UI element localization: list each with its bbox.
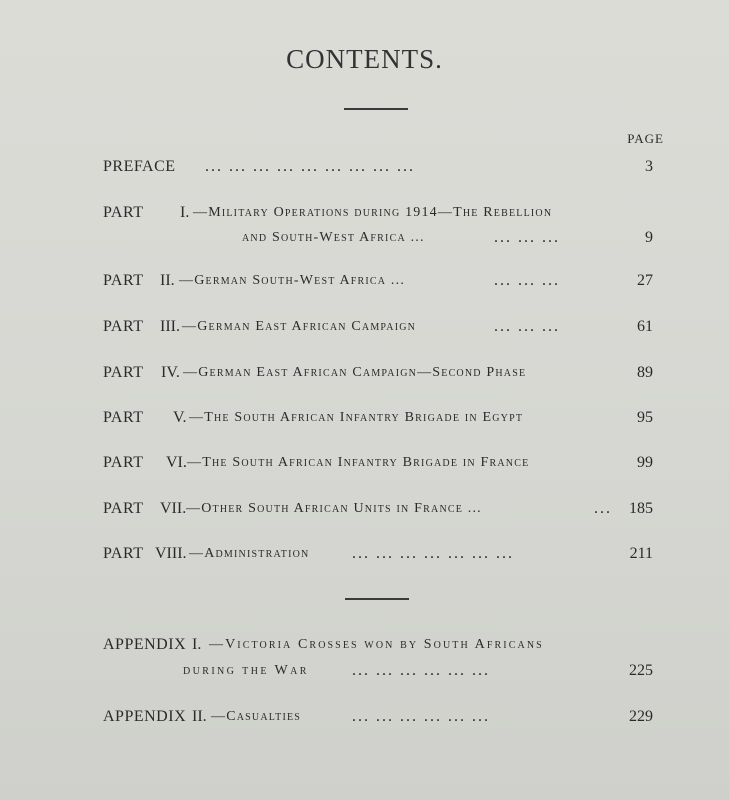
entry-label: APPENDIX: [103, 708, 187, 725]
entry-title: —Administration: [189, 546, 310, 561]
toc-entry-part-8: [0, 545, 729, 569]
part-numeral: I.: [180, 204, 190, 221]
entry-label: PART: [103, 272, 144, 289]
toc-entry-part-1-continued: [0, 229, 729, 253]
leader-dots: ... ... ... ... ... ...: [352, 662, 490, 679]
entry-title: —German South-West Africa ...: [179, 273, 406, 288]
page-number: 225: [629, 662, 653, 679]
page-number: 185: [629, 500, 653, 517]
entry-label: PART: [103, 409, 144, 426]
toc-entry-part-5: [0, 409, 729, 433]
page-number: 9: [645, 229, 653, 246]
section-rule: [345, 598, 409, 600]
toc-entry-part-1: [0, 204, 729, 228]
entry-title: —Casualties: [211, 709, 302, 724]
part-numeral: V.: [173, 409, 187, 426]
entry-label: PART: [103, 364, 144, 381]
entry-title: —The South African Infantry Brigade in France: [187, 455, 530, 470]
page-number: 61: [637, 318, 653, 335]
leader-dots: ...: [594, 500, 612, 517]
leader-dots: ... ... ...: [494, 229, 560, 246]
entry-label: PREFACE: [103, 158, 176, 175]
appendix-numeral: I.: [192, 636, 202, 653]
entry-title: —Victoria Crosses won by South Africans: [209, 637, 544, 652]
page-number: 229: [629, 708, 653, 725]
toc-entry-part-4: [0, 364, 729, 388]
entry-label: APPENDIX: [103, 636, 187, 653]
part-numeral: VII.: [160, 500, 187, 517]
entry-title: —German East African Campaign—Second Phase: [183, 365, 527, 380]
toc-entry-part-7: [0, 500, 729, 524]
part-numeral: VIII.: [155, 545, 187, 562]
entry-title: —Other South African Units in France ...: [186, 501, 482, 516]
toc-entry-appendix-1: [0, 636, 729, 660]
entry-title-continued: and South-West Africa ...: [242, 230, 425, 245]
leader-dots: ... ... ...: [494, 318, 560, 335]
entry-label: PART: [103, 500, 144, 517]
page-number: 95: [637, 409, 653, 426]
entry-title: —German East African Campaign: [182, 319, 417, 334]
part-numeral: VI.: [166, 454, 187, 471]
leader-dots: ... ... ... ... ... ... ...: [352, 545, 514, 562]
part-numeral: III.: [160, 318, 180, 335]
toc-entry-appendix-2: [0, 708, 729, 732]
entry-label: PART: [103, 318, 144, 335]
leader-dots: ... ... ... ... ... ...: [352, 708, 490, 725]
page-number: 211: [629, 545, 653, 562]
toc-entry-part-6: [0, 454, 729, 478]
entry-label: PART: [103, 545, 144, 562]
toc-entry-appendix-1-continued: [0, 662, 729, 686]
title-rule: [344, 108, 408, 110]
appendix-numeral: II.: [192, 708, 207, 725]
toc-entry-preface: [0, 158, 729, 182]
part-numeral: II.: [160, 272, 175, 289]
page-title: CONTENTS.: [286, 44, 443, 74]
toc-entry-part-2: [0, 272, 729, 296]
entry-title-continued: during the War: [183, 663, 309, 678]
entry-label: PART: [103, 454, 144, 471]
entry-title: —Military Operations during 1914—The Rebellion: [193, 205, 553, 220]
page-number: 3: [645, 158, 653, 175]
part-numeral: IV.: [161, 364, 180, 381]
leader-dots: ... ... ... ... ... ... ... ... ...: [205, 158, 415, 175]
leader-dots: ... ... ...: [494, 272, 560, 289]
entry-title: —The South African Infantry Brigade in Egypt: [189, 410, 524, 425]
page-number: 89: [637, 364, 653, 381]
toc-entry-part-3: [0, 318, 729, 342]
page-number: 99: [637, 454, 653, 471]
page-number: 27: [637, 272, 653, 289]
page-column-header: PAGE: [627, 131, 664, 146]
entry-label: PART: [103, 204, 144, 221]
